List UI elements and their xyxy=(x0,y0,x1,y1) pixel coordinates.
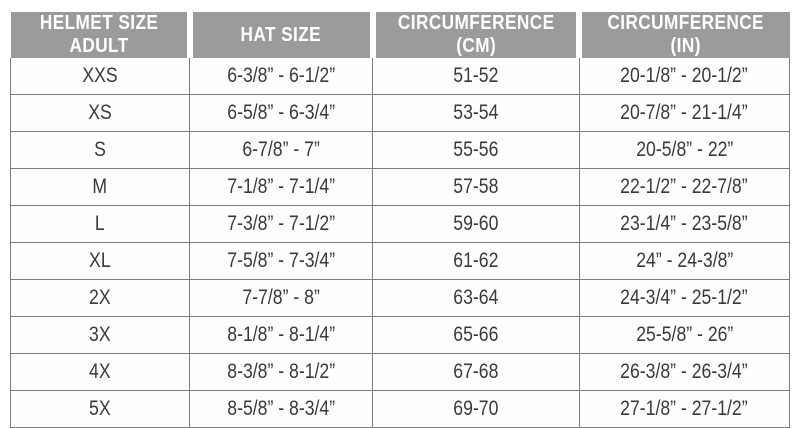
hat-value: 6-7/8” - 7” xyxy=(242,138,320,161)
table-row xyxy=(11,206,790,243)
cm-cell xyxy=(373,317,579,354)
table-row xyxy=(11,58,790,95)
size-cell xyxy=(11,58,190,95)
in-cell xyxy=(579,354,789,391)
in-cell xyxy=(579,391,789,428)
table-row xyxy=(11,95,790,132)
column-header-size xyxy=(11,12,190,58)
in-cell xyxy=(579,132,789,169)
cm-cell xyxy=(373,132,579,169)
cm-cell xyxy=(373,391,579,428)
in-value: 20-7/8” - 21-1/4” xyxy=(620,101,749,124)
table-row xyxy=(11,391,790,428)
cm-value: 67-68 xyxy=(453,360,499,383)
hat-cell xyxy=(190,206,373,243)
hat-cell xyxy=(190,280,373,317)
in-value: 26-3/8” - 26-3/4” xyxy=(620,360,749,383)
table-header xyxy=(11,12,790,58)
cm-cell xyxy=(373,58,579,95)
size-cell xyxy=(11,95,190,132)
hat-cell xyxy=(190,169,373,206)
in-cell xyxy=(579,317,789,354)
size-value: 2X xyxy=(89,286,111,309)
size-cell xyxy=(11,317,190,354)
hat-value: 7-3/8” - 7-1/2” xyxy=(227,212,336,235)
hat-cell xyxy=(190,58,373,95)
size-cell xyxy=(11,169,190,206)
hat-cell xyxy=(190,132,373,169)
in-value: 24” - 24-3/8” xyxy=(635,249,733,272)
hat-cell xyxy=(190,391,373,428)
cm-value: 61-62 xyxy=(453,249,499,272)
in-value: 20-1/8” - 20-1/2” xyxy=(620,64,749,87)
table-row xyxy=(11,354,790,391)
in-cell xyxy=(579,95,789,132)
cm-value: 55-56 xyxy=(453,138,499,161)
cm-value: 53-54 xyxy=(453,101,499,124)
cm-cell xyxy=(373,169,579,206)
helmet-size-chart-table xyxy=(10,12,790,428)
in-value: 23-1/4” - 23-5/8” xyxy=(620,212,749,235)
hat-value: 7-7/8” - 8” xyxy=(242,286,320,309)
column-header-hat xyxy=(190,12,373,58)
size-value: XS xyxy=(88,101,112,124)
table-row xyxy=(11,243,790,280)
cm-value: 51-52 xyxy=(453,64,499,87)
in-value: 20-5/8” - 22” xyxy=(635,138,733,161)
in-value: 24-3/4” - 25-1/2” xyxy=(620,286,749,309)
hat-value: 6-5/8” - 6-3/4” xyxy=(227,101,336,124)
cm-cell xyxy=(373,354,579,391)
hat-cell xyxy=(190,95,373,132)
in-cell xyxy=(579,58,789,95)
cm-value: 69-70 xyxy=(453,397,499,420)
table-body xyxy=(11,58,790,428)
table-row xyxy=(11,132,790,169)
cm-value: 63-64 xyxy=(453,286,499,309)
size-cell xyxy=(11,391,190,428)
cm-value: 59-60 xyxy=(453,212,499,235)
in-cell xyxy=(579,169,789,206)
size-cell xyxy=(11,206,190,243)
hat-value: 8-1/8” - 8-1/4” xyxy=(227,323,336,346)
cm-value: 57-58 xyxy=(453,175,499,198)
hat-value: 6-3/8” - 6-1/2” xyxy=(227,64,336,87)
size-value: XXS xyxy=(82,64,118,87)
in-cell xyxy=(579,243,789,280)
table-row xyxy=(11,280,790,317)
cm-value: 65-66 xyxy=(453,323,499,346)
hat-value: 8-5/8” - 8-3/4” xyxy=(227,397,336,420)
in-cell xyxy=(579,280,789,317)
size-cell xyxy=(11,132,190,169)
hat-value: 7-1/8” - 7-1/4” xyxy=(227,175,336,198)
cm-cell xyxy=(373,280,579,317)
size-value: L xyxy=(95,212,105,235)
hat-value: 8-3/8” - 8-1/2” xyxy=(227,360,336,383)
column-header-label: HAT SIZE xyxy=(240,23,322,46)
size-value: 3X xyxy=(89,323,111,346)
cm-cell xyxy=(373,95,579,132)
cm-cell xyxy=(373,206,579,243)
size-cell xyxy=(11,354,190,391)
table-row xyxy=(11,169,790,206)
hat-cell xyxy=(190,243,373,280)
size-value: M xyxy=(92,175,108,198)
column-header-label: CIRCUMFERENCE (CM) xyxy=(397,12,555,57)
table-row xyxy=(11,317,790,354)
in-value: 25-5/8” - 26” xyxy=(635,323,733,346)
column-header-cm xyxy=(373,12,579,58)
in-cell xyxy=(579,206,789,243)
size-value: 4X xyxy=(89,360,111,383)
cm-cell xyxy=(373,243,579,280)
in-value: 22-1/2” - 22-7/8” xyxy=(620,175,749,198)
size-cell xyxy=(11,280,190,317)
header-row xyxy=(11,12,790,58)
in-value: 27-1/8” - 27-1/2” xyxy=(620,397,749,420)
hat-cell xyxy=(190,317,373,354)
size-value: 5X xyxy=(89,397,111,420)
hat-value: 7-5/8” - 7-3/4” xyxy=(227,249,336,272)
column-header-label: CIRCUMFERENCE (IN) xyxy=(607,12,765,57)
size-value: S xyxy=(94,138,106,161)
size-cell xyxy=(11,243,190,280)
size-value: XL xyxy=(89,249,111,272)
hat-cell xyxy=(190,354,373,391)
column-header-in xyxy=(579,12,789,58)
column-header-label: HELMET SIZE ADULT xyxy=(39,12,158,57)
